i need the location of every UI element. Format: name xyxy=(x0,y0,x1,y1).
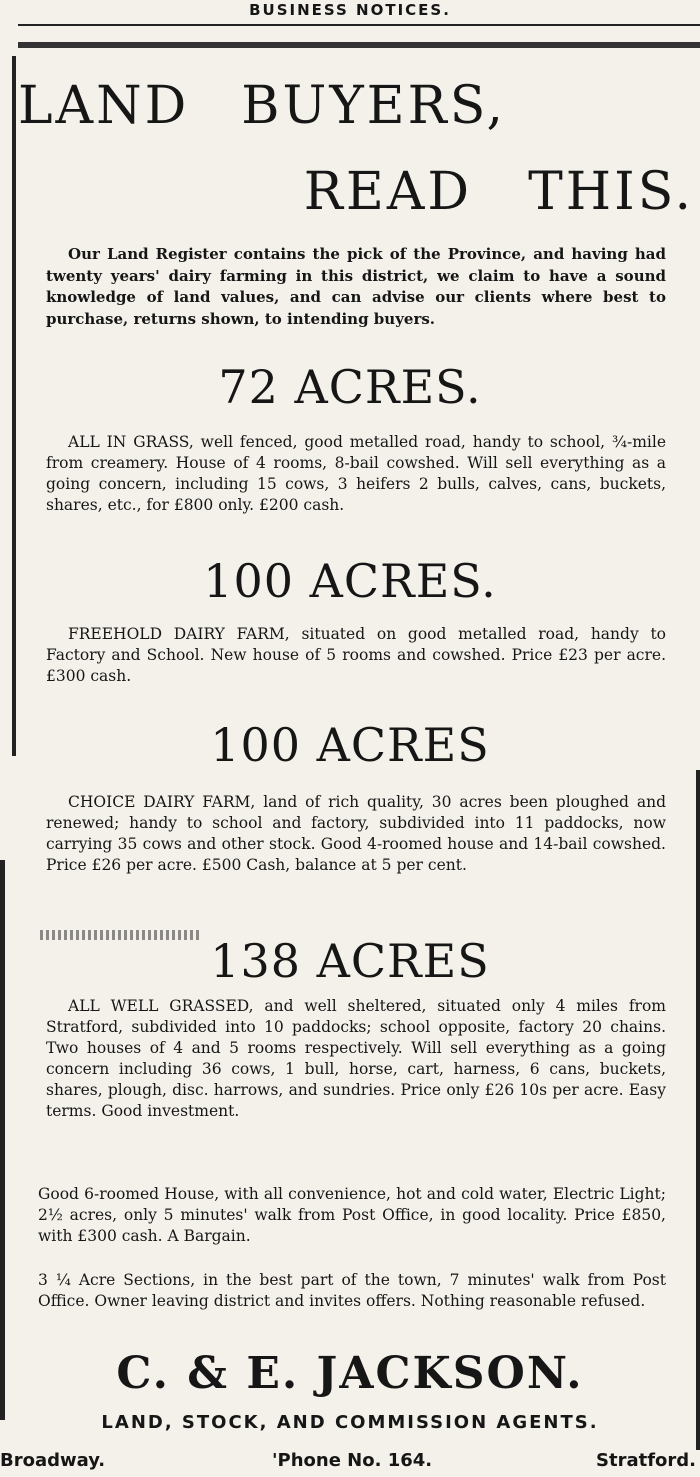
header-rule xyxy=(18,24,700,26)
footer-phone: 'Phone No. 164. xyxy=(272,1450,433,1471)
section-header: BUSINESS NOTICES. xyxy=(249,1,451,19)
listing-heading-138-acres: 138 ACRES xyxy=(210,934,490,988)
headline-word-this: THIS. xyxy=(528,162,694,222)
footer-address-line xyxy=(0,1446,700,1476)
footer-town: Stratford. xyxy=(596,1450,696,1471)
listing-text-100-acres-freehold: FREEHOLD DAIRY FARM, situated on good metalled road, handy to Factory and School. New house of 5 rooms and cowshed. Price £23 per acre. £300 cash. xyxy=(46,625,666,685)
listing-heading-100-acres-choice: 100 ACRES xyxy=(210,718,490,772)
headline-word-read: READ xyxy=(303,162,473,222)
listing-text-100-acres-choice: CHOICE DAIRY FARM, land of rich quality, 30 acres been ploughed and renewed; handy to school and factory, subdivided into 11 paddocks, now carrying 35 cows and other stock. Good 4-roomed house and 14-bail cowshed. Price £26 per acre. £500 Cash, balance at 5 per cent. xyxy=(46,793,666,874)
footer-street: Broadway. xyxy=(0,1450,106,1471)
listing-heading-100-acres-freehold: 100 ACRES. xyxy=(203,554,497,608)
listing-text-138-acres: ALL WELL GRASSED, and well sheltered, situated only 4 miles from Stratford, subdivided into 10 paddocks; school opposite, factory 20 chains. Two houses of 4 and 5 rooms respectively. Will sell everything as a going concern including 36 cows, 1 bull, horse, cart, harness, 6 cans, buckets, shares, plough, disc. harrows, and sundries. Price only £26 10s per acre. Easy terms. Good investment. xyxy=(46,997,666,1120)
listing-heading-72-acres: 72 ACRES. xyxy=(218,360,482,414)
headline-land-buyers xyxy=(18,76,506,136)
agent-subtitle: LAND, STOCK, AND COMMISSION AGENTS. xyxy=(101,1412,599,1433)
intro-paragraph: Our Land Register contains the pick of the Province, and having had twenty years' dairy farming in this district, we claim to have a sound knowledge of land values, and can advise our clients where best to purchase, returns shown, to intending buyers. xyxy=(46,245,666,328)
extra-house-listing: Good 6-roomed House, with all convenience, hot and cold water, Electric Light; 2½ acres, only 5 minutes' walk from Post Office, in good locality. Price £850, with £300 cash. A Bargain. xyxy=(38,1185,666,1245)
extra-sections-listing: 3 ¼ Acre Sections, in the best part of the town, 7 minutes' walk from Post Office. Owner leaving district and invites offers. Nothing reasonable refused. xyxy=(38,1271,666,1310)
headline-read-this xyxy=(304,162,694,222)
headline-word-buyers: BUYERS, xyxy=(241,76,507,136)
agent-name: C. & E. JACKSON. xyxy=(116,1348,584,1399)
headline-word-land: LAND xyxy=(18,76,190,136)
advert-top-border xyxy=(18,42,700,48)
listing-text-72-acres: ALL IN GRASS, well fenced, good metalled road, handy to school, ¾-mile from creamery. House of 4 rooms, 8-bail cowshed. Will sell everything as a going concern, including 15 cows, 3 heifers 2 bulls, calves, cans, buckets, shares, etc., for £800 only. £200 cash. xyxy=(46,433,666,514)
